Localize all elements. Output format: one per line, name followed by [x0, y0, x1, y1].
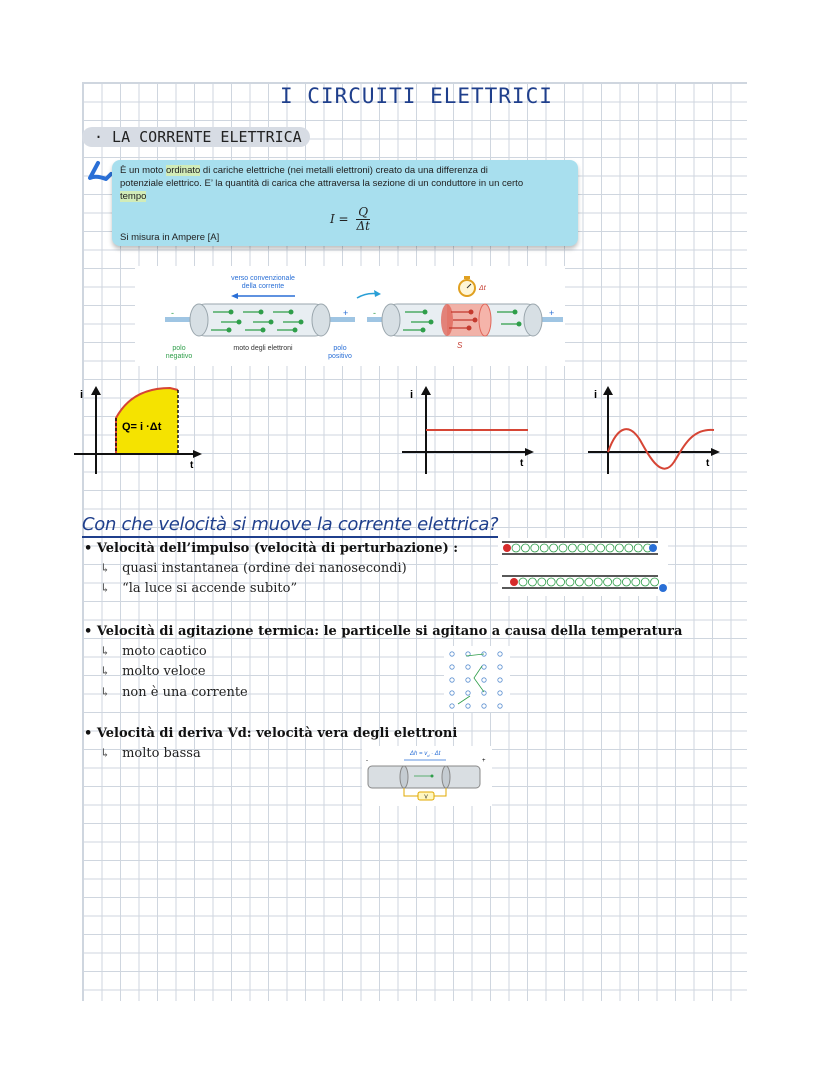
- list-item: ↳ non è una corrente: [100, 685, 248, 700]
- svg-text:i: i: [594, 389, 598, 401]
- speed-heading: Con che velocità si muove la corrente elettrica?: [82, 514, 498, 538]
- graph-alternating-current: [588, 384, 722, 476]
- list-item: ↳ molto veloce: [100, 664, 206, 679]
- page-title: I CIRCUITI ELETTRICI: [280, 84, 553, 108]
- svg-text:polo: polo: [333, 345, 347, 352]
- drift-velocity-illustration: [362, 746, 492, 806]
- list-item: ↳ molto bassa: [100, 746, 201, 761]
- conductor-illustration: [135, 266, 565, 366]
- svg-text:V: V: [424, 794, 428, 801]
- direction-label: verso convenzionale: [231, 275, 295, 282]
- svg-text:i: i: [80, 389, 84, 401]
- current-formula: I = $\frac{Q}{\Delta t}$: [330, 205, 370, 233]
- bullet-drift-speed: • Velocità di deriva Vd: velocità vera degli elettroni: [84, 726, 458, 741]
- graph-charge-area: [74, 384, 202, 476]
- thermal-agitation-illustration: [444, 646, 510, 712]
- list-item: ↳ “la luce si accende subito”: [100, 581, 298, 596]
- section-title: · LA CORRENTE ELETTRICA: [82, 127, 310, 147]
- definition-box: [112, 160, 578, 246]
- curved-arrow-icon: ↳: [100, 561, 111, 575]
- definition-line-3: tempo: [120, 191, 147, 202]
- curved-arrow-icon: ↳: [100, 581, 111, 595]
- impulse-tube-illustration: [498, 538, 668, 596]
- svg-text:t: t: [706, 458, 710, 469]
- svg-text:S: S: [457, 341, 463, 350]
- svg-text:+: +: [549, 308, 555, 318]
- svg-text:-: -: [373, 308, 376, 318]
- bullet-impulse-speed: • Velocità dell’impulso (velocità di perturbazione) :: [84, 541, 459, 556]
- hand-drawn-L-icon: [84, 160, 114, 184]
- curved-arrow-icon: ↳: [100, 664, 111, 678]
- svg-text:-: -: [366, 758, 368, 764]
- svg-text:polo: polo: [172, 345, 186, 352]
- curved-arrow-icon: ↳: [100, 685, 111, 699]
- graph-constant-current: [402, 384, 536, 476]
- svg-text:+: +: [482, 758, 486, 764]
- svg-text:negativo: negativo: [165, 353, 193, 360]
- list-item: ↳ quasi instantanea (ordine dei nanosecondi): [100, 561, 407, 576]
- curved-arrow-icon: ↳: [100, 746, 111, 760]
- svg-text:-: -: [171, 308, 174, 318]
- unit-measure: Si misura in Ampere [A]: [120, 232, 220, 243]
- svg-text:Δh = vd · Δt: $\Delta h = v_d \cdot \Delta t$: [410, 751, 441, 758]
- definition-line-1: È un moto ordinato di cariche elettriche (nei metalli elettroni) creato da una differenza di: [120, 165, 488, 176]
- list-item: ↳ moto caotico: [100, 644, 207, 659]
- svg-text:moto degli elettroni: moto degli elettroni: [233, 345, 293, 352]
- svg-text:i: i: [410, 389, 414, 401]
- charge-area-label: Q= i ·Δt: [122, 421, 162, 433]
- svg-text:t: t: [520, 458, 524, 469]
- direction-label-2: della corrente: [241, 283, 285, 290]
- bullet-thermal-speed: • Velocità di agitazione termica: le particelle si agitano a causa della temperatura: [84, 624, 683, 639]
- svg-text:t: t: [190, 460, 194, 471]
- definition-line-2: potenziale elettrico. E’ la quantità di carica che attraversa la sezione di un conduttore in un certo: [120, 178, 524, 189]
- svg-text:Δt: Δt: [479, 285, 486, 292]
- curved-arrow-icon: ↳: [100, 644, 111, 658]
- svg-text:positivo: positivo: [328, 353, 352, 360]
- svg-text:+: +: [343, 308, 349, 318]
